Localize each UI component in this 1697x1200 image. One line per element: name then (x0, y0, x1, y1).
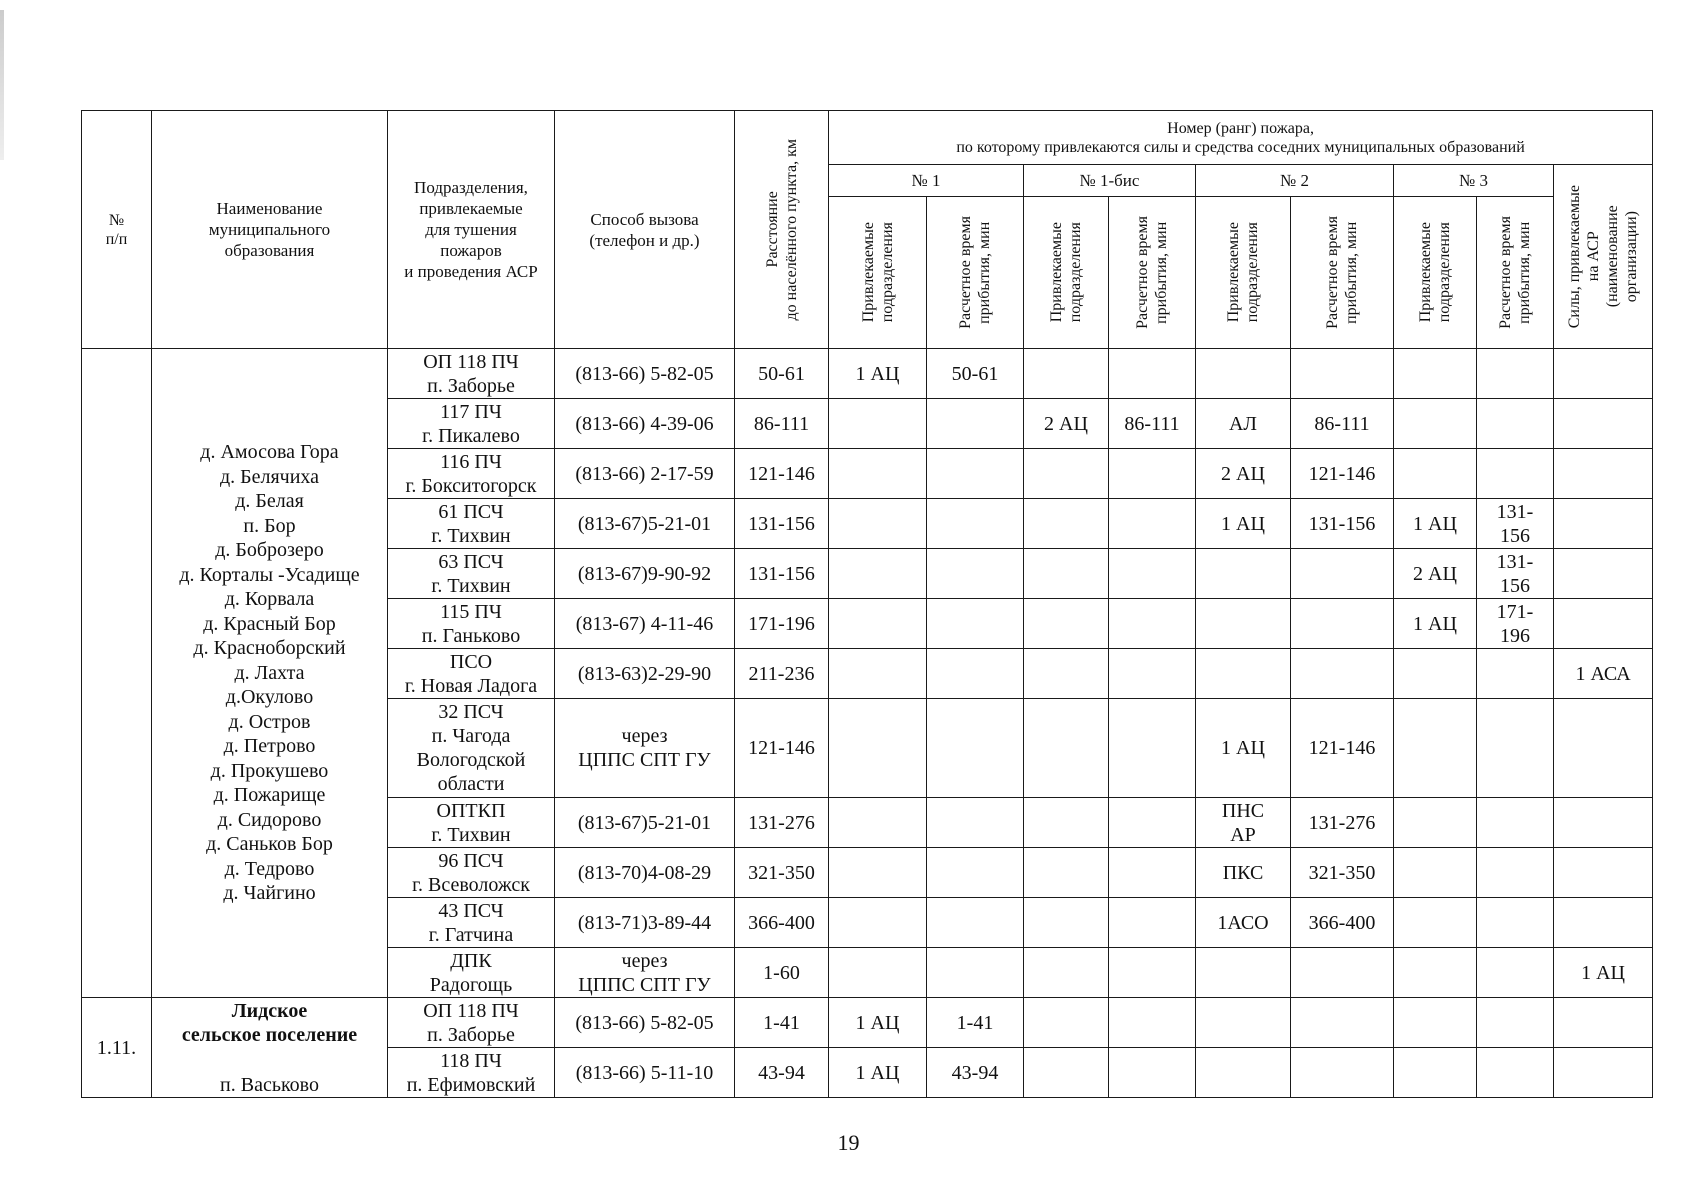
cell-r1bu (1024, 449, 1109, 499)
cell-r2u (1196, 948, 1291, 998)
cell-dist: 171-196 (735, 599, 829, 649)
cell-r3u (1394, 699, 1477, 798)
cell-r1t (927, 699, 1024, 798)
cell-r2t: 131-276 (1291, 798, 1394, 848)
cell-r1u: 1 АЦ (829, 1048, 927, 1098)
cell-r1bu (1024, 998, 1109, 1048)
cell-r3u (1394, 898, 1477, 948)
cell-dist: 131-276 (735, 798, 829, 848)
cell-r3t (1477, 649, 1554, 699)
cell-dist: 1-60 (735, 948, 829, 998)
cell-asr: 1 АСА (1554, 649, 1653, 699)
cell-asr (1554, 599, 1653, 649)
cell-r3t (1477, 998, 1554, 1048)
cell-call: (813-67)9-90-92 (555, 549, 735, 599)
cell-unit: ОПТКП г. Тихвин (388, 798, 555, 848)
cell-r2u (1196, 649, 1291, 699)
header-r1-units (829, 197, 927, 349)
cell-r2u (1196, 549, 1291, 599)
cell-r1t (927, 549, 1024, 599)
cell-r3u (1394, 798, 1477, 848)
cell-dist: 131-156 (735, 499, 829, 549)
cell-r3u (1394, 848, 1477, 898)
cell-unit: 61 ПСЧ г. Тихвин (388, 499, 555, 549)
cell-r3t (1477, 898, 1554, 948)
cell-call: (813-66) 4-39-06 (555, 399, 735, 449)
cell-r1bu (1024, 649, 1109, 699)
header-r3-time (1477, 197, 1554, 349)
header-r1bis-units-text: Привлекаемые подразделения (1048, 222, 1084, 323)
cell-r2t (1291, 649, 1394, 699)
cell-asr (1554, 399, 1653, 449)
cell-r2t (1291, 599, 1394, 649)
header-rank-title: Номер (ранг) пожара, по которому привлекаются силы и средства соседних муниципальных образований (829, 111, 1653, 165)
cell-r2u (1196, 1048, 1291, 1098)
cell-r3u (1394, 649, 1477, 699)
cell-r1bu: 2 АЦ (1024, 399, 1109, 449)
cell-asr: 1 АЦ (1554, 948, 1653, 998)
cell-asr (1554, 898, 1653, 948)
cell-r1t (927, 449, 1024, 499)
cell-dist: 86-111 (735, 399, 829, 449)
cell-asr (1554, 998, 1653, 1048)
cell-call: (813-71)3-89-44 (555, 898, 735, 948)
cell-unit: ДПК Радогощь (388, 948, 555, 998)
cell-r3t: 131- 156 (1477, 549, 1554, 599)
cell-r2t (1291, 1048, 1394, 1098)
cell-asr (1554, 499, 1653, 549)
cell-call: (813-66) 5-11-10 (555, 1048, 735, 1098)
cell-r2t: 321-350 (1291, 848, 1394, 898)
header-num: № п/п (82, 111, 152, 349)
cell-dist: 366-400 (735, 898, 829, 948)
cell-dist: 43-94 (735, 1048, 829, 1098)
cell-call: (813-66) 5-82-05 (555, 349, 735, 399)
settlement-name: п. Васьково (220, 1073, 319, 1096)
header-r2-units (1196, 197, 1291, 349)
cell-r2t (1291, 998, 1394, 1048)
cell-call: (813-67)5-21-01 (555, 798, 735, 848)
cell-dist: 211-236 (735, 649, 829, 699)
header-rank-1bis: № 1-бис (1024, 165, 1196, 197)
cell-r1bt (1109, 449, 1196, 499)
cell-call: (813-66) 2-17-59 (555, 449, 735, 499)
municipality-name: Лидское сельское поселение (181, 999, 358, 1046)
cell-r1t (927, 649, 1024, 699)
cell-asr (1554, 349, 1653, 399)
cell-r3t (1477, 948, 1554, 998)
cell-r1t (927, 848, 1024, 898)
cell-r1u (829, 599, 927, 649)
cell-unit: 115 ПЧ п. Ганьково (388, 599, 555, 649)
cell-unit: 116 ПЧ г. Бокситогорск (388, 449, 555, 499)
cell-unit: 63 ПСЧ г. Тихвин (388, 549, 555, 599)
cell-r3u: 2 АЦ (1394, 549, 1477, 599)
settlements-list: д. Амосова Гора д. Белячиха д. Белая п. Бор д. Боброзеро д. Корталы -Усадище д. Корвала д. Красный Бор д. Красноборский д. Лахта д.Окулово д. Остров д. Петрово д. Прокушево д. Пожарище д. Сидорово д. Саньков Бор д. Тедрово д. Чайгино (152, 349, 388, 998)
cell-unit: ПСО г. Новая Ладога (388, 649, 555, 699)
cell-r2u (1196, 599, 1291, 649)
cell-r1bu (1024, 599, 1109, 649)
cell-r1u (829, 649, 927, 699)
cell-r1t (927, 399, 1024, 449)
header-r1bis-units (1024, 197, 1109, 349)
cell-r1bu (1024, 848, 1109, 898)
cell-r1t: 43-94 (927, 1048, 1024, 1098)
cell-dist: 121-146 (735, 449, 829, 499)
cell-r3t (1477, 699, 1554, 798)
header-rank-2: № 2 (1196, 165, 1394, 197)
cell-r1bu (1024, 549, 1109, 599)
cell-call: через ЦППС СПТ ГУ (555, 699, 735, 798)
cell-r1t (927, 948, 1024, 998)
cell-r1bt (1109, 599, 1196, 649)
cell-r1u (829, 798, 927, 848)
cell-r1t (927, 599, 1024, 649)
cell-r1bu (1024, 798, 1109, 848)
cell-call: (813-67) 4-11-46 (555, 599, 735, 649)
cell-r1u (829, 449, 927, 499)
cell-r1bu (1024, 499, 1109, 549)
cell-r2u: 2 АЦ (1196, 449, 1291, 499)
index-cell-empty (82, 349, 152, 998)
cell-r1bu (1024, 948, 1109, 998)
cell-asr (1554, 848, 1653, 898)
header-asr (1554, 165, 1653, 349)
cell-r1bt (1109, 1048, 1196, 1098)
cell-dist: 121-146 (735, 699, 829, 798)
cell-r1bu (1024, 699, 1109, 798)
cell-r3u: 1 АЦ (1394, 499, 1477, 549)
header-r3-units-text: Привлекаемые подразделения (1417, 222, 1453, 323)
cell-r1bt (1109, 699, 1196, 798)
cell-r1bt (1109, 848, 1196, 898)
cell-r3t (1477, 798, 1554, 848)
header-r1-units-text: Привлекаемые подразделения (859, 222, 896, 323)
header-r3-units (1394, 197, 1477, 349)
cell-call: (813-67)5-21-01 (555, 499, 735, 549)
cell-r3t (1477, 349, 1554, 399)
cell-r1u (829, 499, 927, 549)
cell-r1bt (1109, 649, 1196, 699)
cell-unit: 118 ПЧ п. Ефимовский (388, 1048, 555, 1098)
cell-r1u (829, 699, 927, 798)
cell-r1t (927, 499, 1024, 549)
cell-r2t: 131-156 (1291, 499, 1394, 549)
cell-r1u (829, 948, 927, 998)
cell-call: через ЦППС СПТ ГУ (555, 948, 735, 998)
cell-dist: 321-350 (735, 848, 829, 898)
header-r1-time-text: Расчетное время прибытия, мин (957, 216, 993, 329)
header-call-method: Способ вызова (телефон и др.) (555, 111, 735, 349)
cell-r3u: 1 АЦ (1394, 599, 1477, 649)
cell-r3t: 131- 156 (1477, 499, 1554, 549)
cell-r1bt (1109, 948, 1196, 998)
header-r1bis-time (1109, 197, 1196, 349)
cell-r2u (1196, 998, 1291, 1048)
cell-r1u (829, 399, 927, 449)
cell-r3u (1394, 349, 1477, 399)
cell-r2t (1291, 549, 1394, 599)
cell-dist: 1-41 (735, 998, 829, 1048)
cell-r1u (829, 848, 927, 898)
cell-r1t: 50-61 (927, 349, 1024, 399)
cell-r2u: 1 АЦ (1196, 699, 1291, 798)
cell-unit: 43 ПСЧ г. Гатчина (388, 898, 555, 948)
fire-resources-table (81, 110, 1653, 1098)
header-rank-3: № 3 (1394, 165, 1554, 197)
cell-r1t (927, 898, 1024, 948)
cell-r3t (1477, 848, 1554, 898)
cell-r1u (829, 898, 927, 948)
section-index: 1.11. (82, 998, 152, 1098)
cell-r2t: 121-146 (1291, 699, 1394, 798)
cell-r1t: 1-41 (927, 998, 1024, 1048)
cell-r3t: 171- 196 (1477, 599, 1554, 649)
table-row (82, 349, 1653, 399)
cell-r1bt (1109, 499, 1196, 549)
cell-unit: 32 ПСЧ п. Чагода Вологодской области (388, 699, 555, 798)
cell-r3u (1394, 399, 1477, 449)
cell-r2u: 1АСО (1196, 898, 1291, 948)
cell-r3u (1394, 998, 1477, 1048)
cell-unit: 96 ПСЧ г. Всеволожск (388, 848, 555, 898)
cell-r1bt (1109, 349, 1196, 399)
cell-r1bt: 86-111 (1109, 399, 1196, 449)
header-r1bis-time-text: Расчетное время прибытия, мин (1134, 216, 1170, 329)
cell-r1u: 1 АЦ (829, 349, 927, 399)
cell-unit: ОП 118 ПЧ п. Заборье (388, 998, 555, 1048)
cell-r3t (1477, 1048, 1554, 1098)
cell-r2t (1291, 349, 1394, 399)
table-row (82, 998, 1653, 1048)
cell-r1u (829, 549, 927, 599)
cell-r2t: 121-146 (1291, 449, 1394, 499)
cell-asr (1554, 549, 1653, 599)
cell-r2u: ПНС АР (1196, 798, 1291, 848)
cell-r3t (1477, 449, 1554, 499)
header-distance-text: Расстояние до населённого пункта, км (763, 138, 800, 321)
cell-r2t: 86-111 (1291, 399, 1394, 449)
header-row-1 (82, 111, 1653, 165)
cell-asr (1554, 699, 1653, 798)
cell-r2u: ПКС (1196, 848, 1291, 898)
cell-call: (813-63)2-29-90 (555, 649, 735, 699)
page-number: 19 (837, 1130, 860, 1155)
header-r3-time-text: Расчетное время прибытия, мин (1497, 216, 1533, 329)
cell-unit: 117 ПЧ г. Пикалево (388, 399, 555, 449)
header-units: Подразделения, привлекаемые для тушения пожаров и проведения АСР (388, 111, 555, 349)
cell-asr (1554, 798, 1653, 848)
cell-r2t: 366-400 (1291, 898, 1394, 948)
header-r2-units-text: Привлекаемые подразделения (1225, 222, 1261, 323)
cell-r1bt (1109, 898, 1196, 948)
scan-edge-mark (0, 10, 4, 160)
cell-r2u: АЛ (1196, 399, 1291, 449)
cell-dist: 131-156 (735, 549, 829, 599)
header-r2-time-text: Расчетное время прибытия, мин (1324, 216, 1360, 329)
cell-r2u (1196, 349, 1291, 399)
cell-r1bt (1109, 549, 1196, 599)
header-asr-text: Силы, привлекаемые на АСР (наименование организации) (1566, 184, 1641, 329)
cell-r1bt (1109, 798, 1196, 848)
cell-r1bt (1109, 998, 1196, 1048)
cell-dist: 50-61 (735, 349, 829, 399)
cell-call: (813-66) 5-82-05 (555, 998, 735, 1048)
cell-r1t (927, 798, 1024, 848)
cell-r3u (1394, 1048, 1477, 1098)
cell-r1u: 1 АЦ (829, 998, 927, 1048)
header-distance (735, 111, 829, 349)
cell-r2t (1291, 948, 1394, 998)
header-municipality: Наименование муниципального образования (152, 111, 388, 349)
header-r1-time (927, 197, 1024, 349)
cell-r3u (1394, 948, 1477, 998)
cell-asr (1554, 449, 1653, 499)
header-r2-time (1291, 197, 1394, 349)
municipality-name-cell (152, 998, 388, 1098)
cell-call: (813-70)4-08-29 (555, 848, 735, 898)
cell-r1bu (1024, 1048, 1109, 1098)
cell-unit: ОП 118 ПЧ п. Заборье (388, 349, 555, 399)
cell-r1bu (1024, 898, 1109, 948)
cell-asr (1554, 1048, 1653, 1098)
cell-r1bu (1024, 349, 1109, 399)
header-rank-1: № 1 (829, 165, 1024, 197)
cell-r2u: 1 АЦ (1196, 499, 1291, 549)
cell-r3t (1477, 399, 1554, 449)
cell-r3u (1394, 449, 1477, 499)
